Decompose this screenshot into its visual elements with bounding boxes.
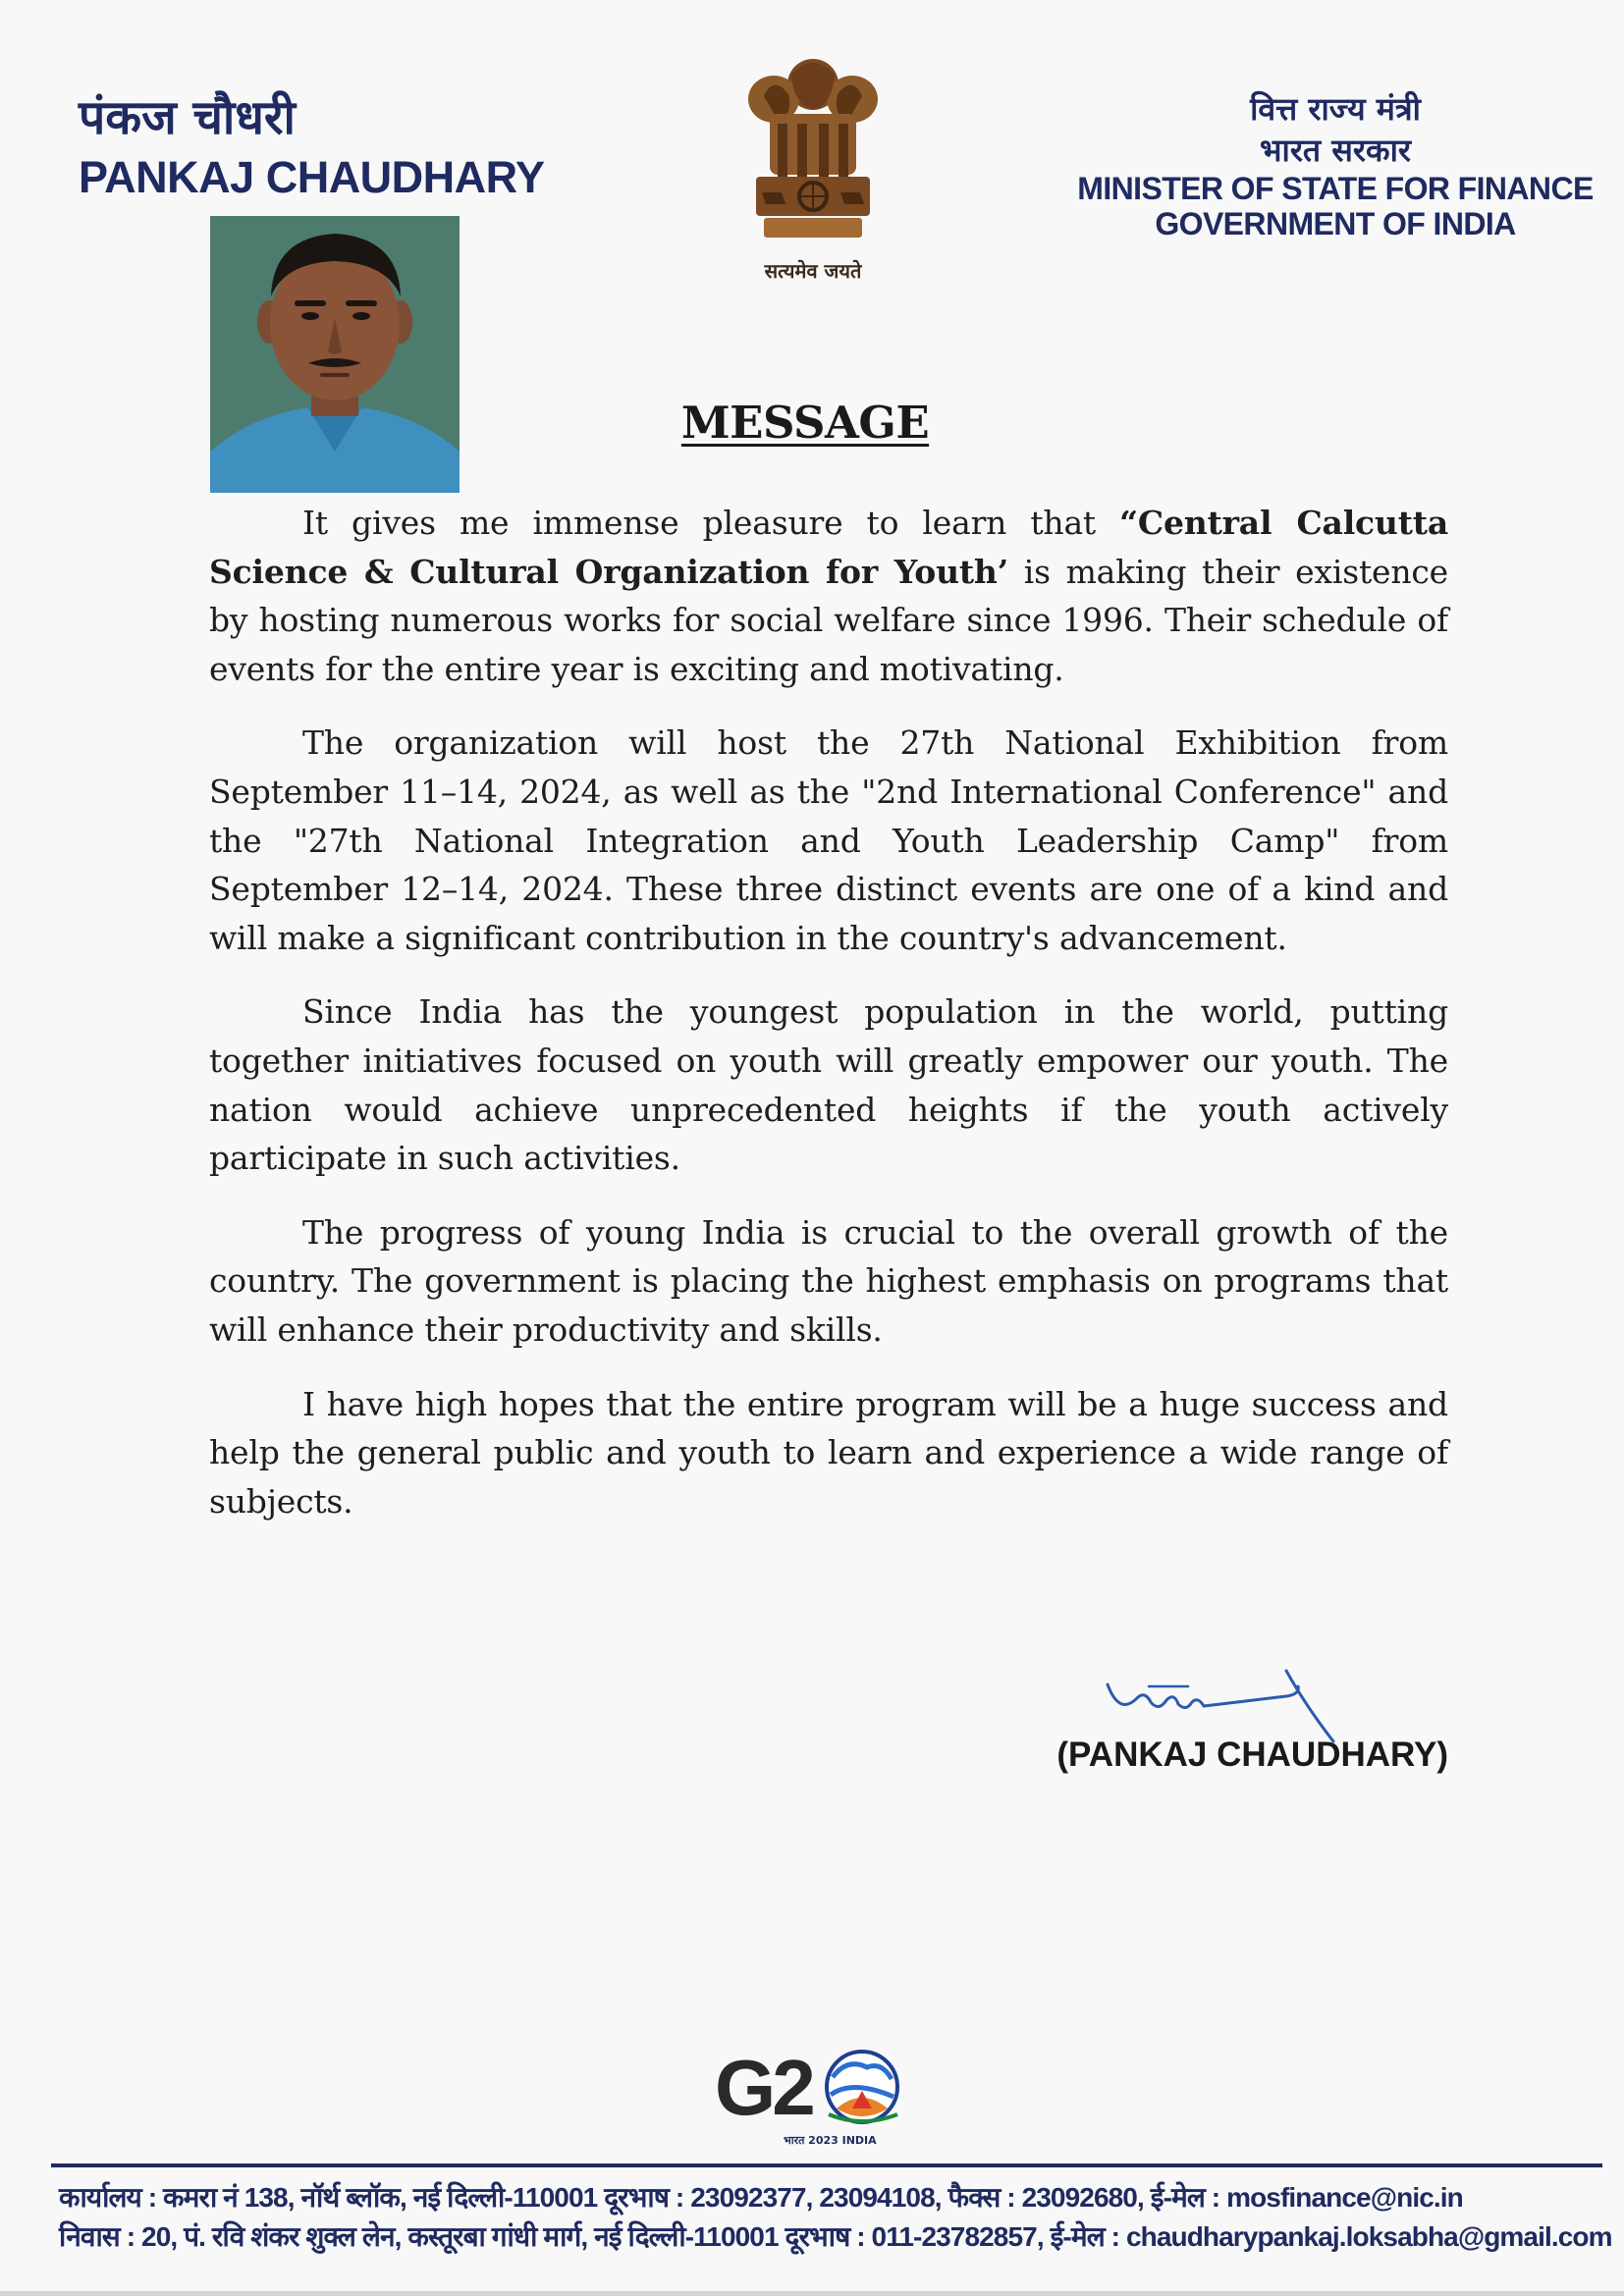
- footer-divider: [51, 2163, 1602, 2167]
- paragraph-2: The organization will host the 27th National Exhibition from September 11–14, 2024, as well as the "2nd International Conference" and the "27th National Integration and Youth Leadership Camp" from September 12–14, 2024. These three distinct events are one of a kind and will make a significant contribution in the country's advancement.: [209, 723, 1448, 957]
- svg-text:भारत 2023 INDIA: भारत 2023 INDIA: [784, 2134, 877, 2147]
- signatory-name: (PANKAJ CHAUDHARY): [1056, 1735, 1448, 1774]
- emblem-motto: सत्यमेव जयते: [764, 259, 862, 283]
- paragraph-4: The progress of young India is crucial to the overall growth of the country. The government is placing the highest emphasis on programs that will enhance their productivity and skills.: [209, 1212, 1448, 1349]
- paragraph-1-rest: is making their existence by hosting numerous works for social welfare since 1996. Their schedule of events for the entire year is exciting and motivating.: [209, 552, 1448, 688]
- message-body: [209, 499, 1448, 1551]
- office-address: कार्यालय : कमरा नं 138, नॉर्थ ब्लॉक, नई दिल्ली-110001 दूरभाष : 23092377, 23094108, फैक्स : 23092680, ई-मेल : mosfinance@nic.in: [59, 2182, 1463, 2213]
- paragraph-3: Since India has the youngest population in the world, putting together initiatives focused on youth will greatly empower our youth. The nation would achieve unprecedented heights if the youth actively participate in such activities.: [209, 992, 1448, 1178]
- minister-name-hindi: पंकज चौधरी: [79, 90, 296, 145]
- designation-english-line1: MINISTER OF STATE FOR FINANCE: [1077, 171, 1594, 206]
- organization-name: “Central Calcutta Science & Cultural Organization for Youth’: [209, 504, 1448, 591]
- designation-english-line2: GOVERNMENT OF INDIA: [1155, 206, 1516, 241]
- page-edge: [0, 2291, 1624, 2296]
- residence-address: निवास : 20, पं. रवि शंकर शुक्ल लेन, कस्तूरबा गांधी मार्ग, नई दिल्ली-110001 दूरभाष : 011-23782857, ई-मेल : chaudharypankaj.loksabha@gmail.com: [59, 2221, 1612, 2252]
- national-emblem-icon: [734, 45, 892, 251]
- designation-block: [1060, 88, 1610, 241]
- svg-text:G2: G2: [715, 2044, 812, 2131]
- paragraph-1: [209, 499, 1448, 693]
- minister-name-english: PANKAJ CHAUDHARY: [79, 152, 545, 202]
- message-heading: MESSAGE: [680, 397, 930, 449]
- paragraph-1-intro: It gives me immense pleasure to learn that: [302, 504, 1120, 542]
- designation-hindi-line2: भारत सरकार: [1260, 132, 1411, 169]
- g20-logo: [715, 2038, 931, 2150]
- minister-photo: [210, 216, 460, 493]
- designation-hindi-line1: वित्त राज्य मंत्री: [1250, 90, 1421, 128]
- paragraph-5: I have high hopes that the entire program will be a huge success and help the general public and youth to learn and experience a wide range of subjects.: [209, 1384, 1448, 1521]
- portrait-image: [210, 216, 460, 493]
